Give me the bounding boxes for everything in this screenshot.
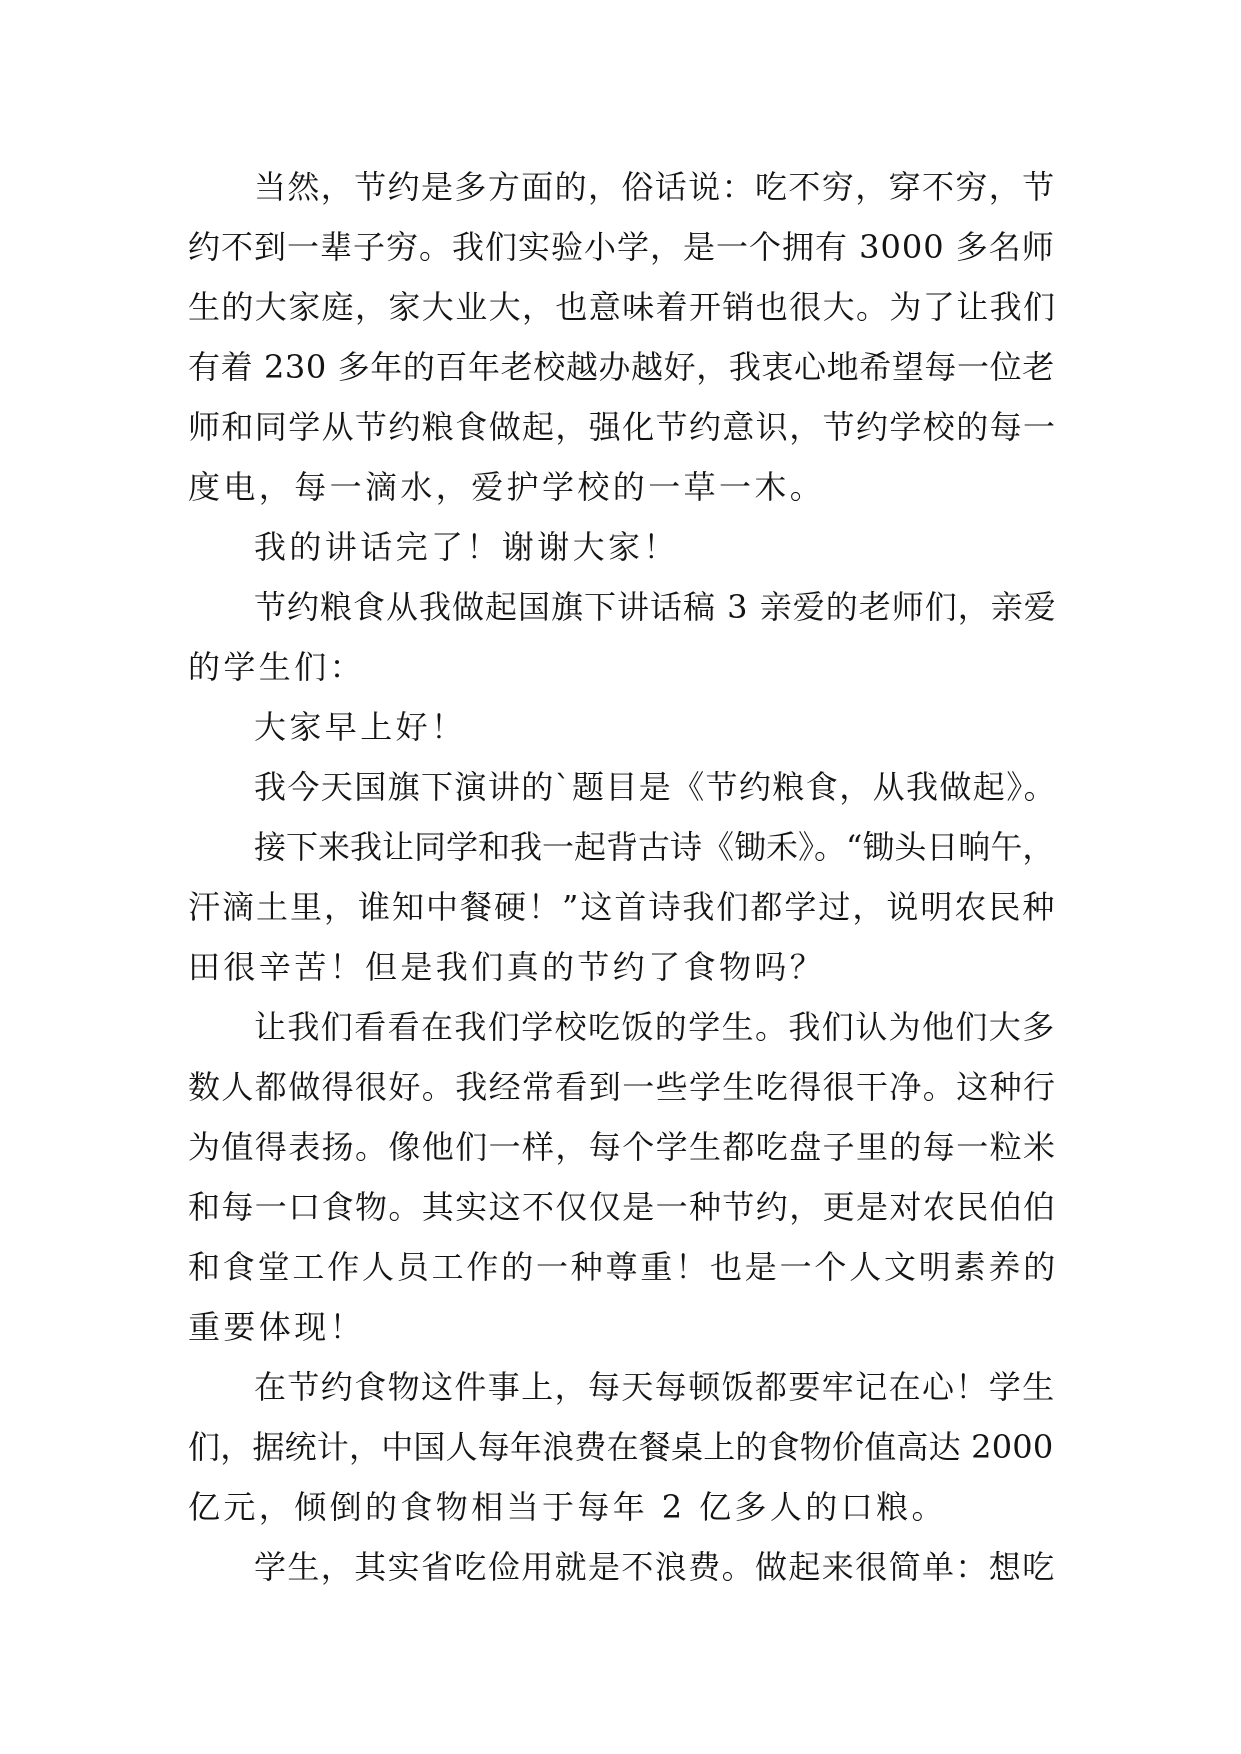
text-line: 亿元，倾倒的食物相当于每年 2 亿多人的口粮。 (188, 1488, 947, 1526)
text-line: 当然，节约是多方面的，俗话说：吃不穷，穿不穷，节 (254, 168, 1056, 206)
paragraph (188, 517, 1058, 577)
document-body (188, 157, 1058, 1597)
text-line: 田很辛苦！但是我们真的节约了食物吗？ (188, 948, 826, 986)
text-line: 度电，每一滴水，爱护学校的一草一木。 (188, 468, 826, 506)
text-line: 的学生们： (188, 648, 366, 686)
text-line: 接下来我让同学和我一起背古诗《锄禾》。“锄头日晌午， (254, 828, 1055, 866)
paragraph (188, 757, 1058, 817)
text-line: 师和同学从节约粮食做起，强化节约意识，节约学校的每一 (188, 408, 1057, 446)
paragraph (188, 1357, 1058, 1537)
paragraph (188, 157, 1058, 517)
paragraph (188, 697, 1058, 757)
text-line: 我的讲话完了！谢谢大家！ (254, 528, 679, 566)
paragraph (188, 817, 1058, 997)
text-line: 重要体现！ (188, 1308, 366, 1346)
text-line: 有着 230 多年的百年老校越办越好，我衷心地希望每一位老 (188, 348, 1055, 386)
text-line: 汗滴土里，谁知中餐硬！”这首诗我们都学过，说明农民种 (188, 888, 1057, 926)
text-line: 约不到一辈子穷。我们实验小学，是一个拥有 3000 多名师 (188, 228, 1055, 266)
text-line: 生的大家庭，家大业大，也意味着开销也很大。为了让我们 (188, 288, 1057, 326)
text-line: 数人都做得很好。我经常看到一些学生吃得很干净。这种行 (188, 1068, 1057, 1106)
text-line: 我今天国旗下演讲的`题目是《节约粮食，从我做起》。 (254, 768, 1058, 806)
paragraph (188, 1537, 1058, 1597)
text-line: 和每一口食物。其实这不仅仅是一种节约，更是对农民伯伯 (188, 1188, 1057, 1226)
paragraph (188, 997, 1058, 1357)
text-line: 学生，其实省吃俭用就是不浪费。做起来很简单：想吃 (254, 1548, 1056, 1586)
paragraph (188, 577, 1058, 697)
text-line: 让我们看看在我们学校吃饭的学生。我们认为他们大多 (254, 1008, 1056, 1046)
text-line: 和食堂工作人员工作的一种尊重！也是一个人文明素养的 (188, 1248, 1059, 1286)
text-line: 在节约食物这件事上，每天每顿饭都要牢记在心！学生 (254, 1368, 1056, 1406)
text-line: 们，据统计，中国人每年浪费在餐桌上的食物价值高达 2000 (188, 1428, 1054, 1466)
text-line: 为值得表扬。像他们一样，每个学生都吃盘子里的每一粒米 (188, 1128, 1057, 1166)
text-line: 节约粮食从我做起国旗下讲话稿 3 亲爱的老师们，亲爱 (254, 588, 1057, 626)
text-line: 大家早上好！ (254, 708, 467, 746)
